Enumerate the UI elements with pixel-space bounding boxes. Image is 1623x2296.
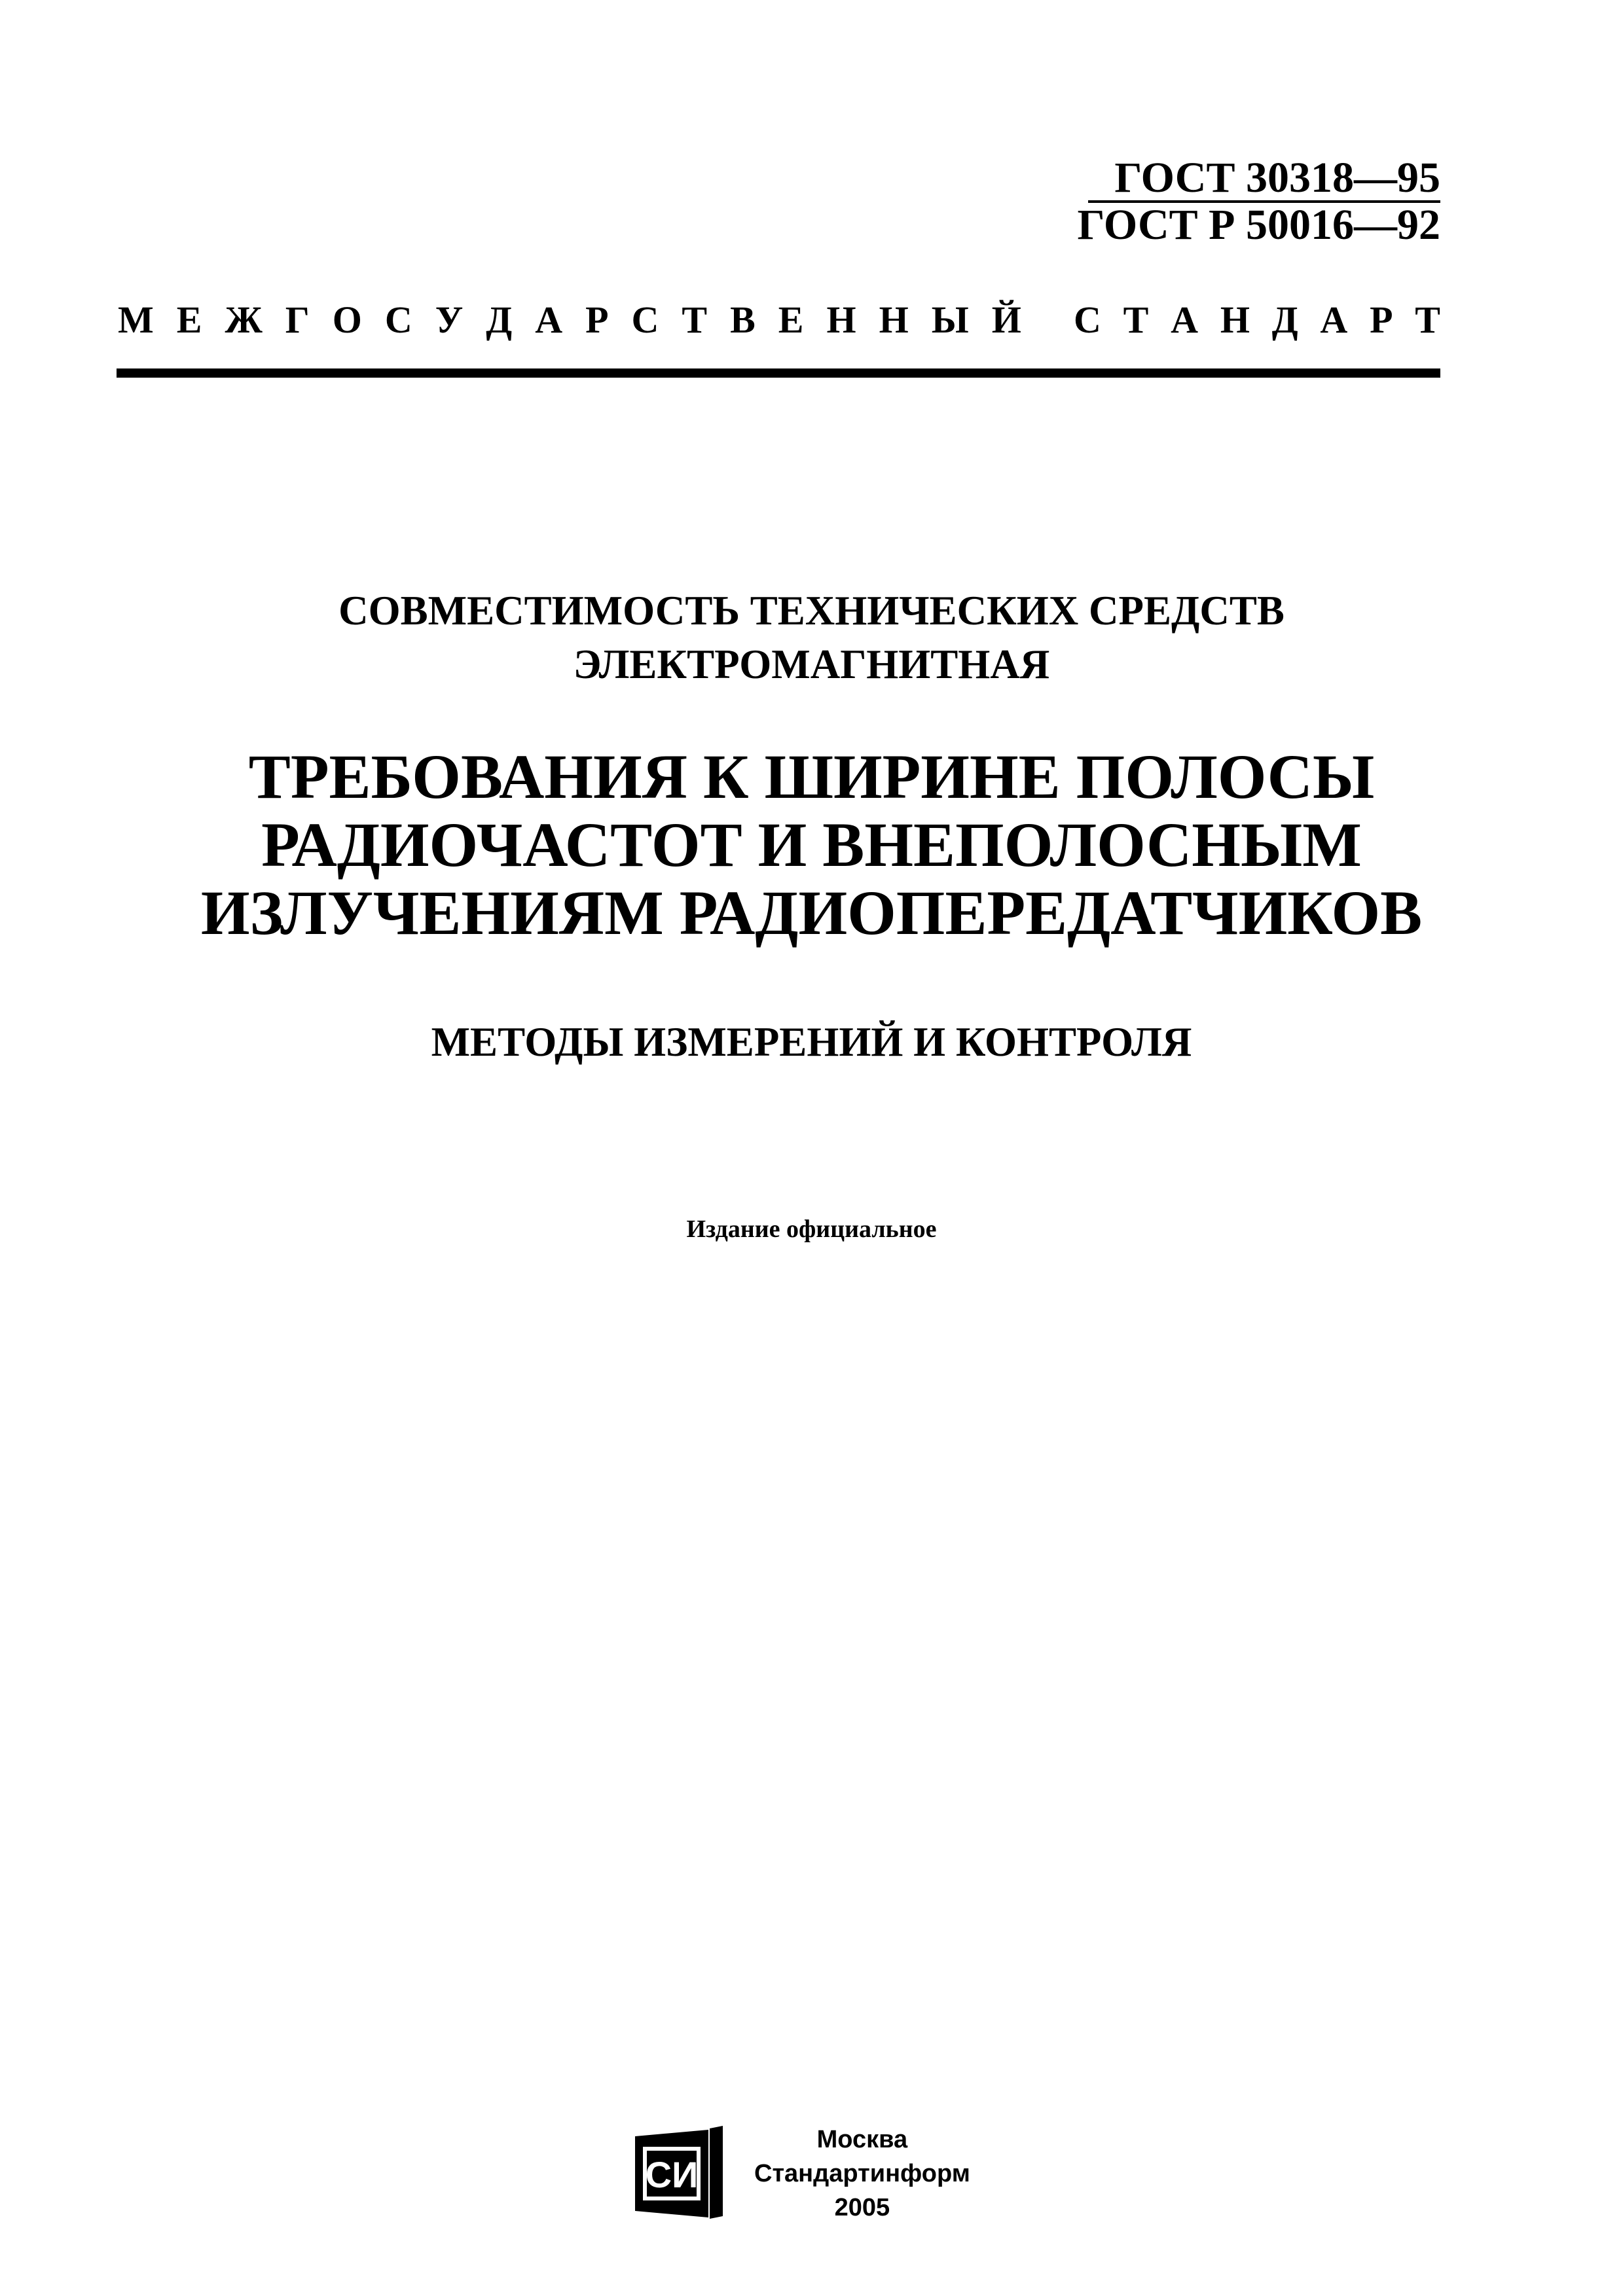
publisher-text bbox=[754, 2123, 970, 2225]
banner-letter: Н bbox=[879, 298, 909, 341]
gost-codes bbox=[1078, 156, 1441, 247]
banner-letter: Т bbox=[682, 298, 708, 341]
title-general-line: ЭЛЕКТРОМАГНИТНАЯ bbox=[573, 641, 1050, 687]
banner-letter: Е bbox=[176, 298, 202, 341]
banner-letter: Д bbox=[486, 298, 513, 341]
title-main-line: РАДИОЧАСТОТ И ВНЕПОЛОСНЫМ bbox=[261, 810, 1362, 880]
publisher-name: Стандартинформ bbox=[754, 2160, 970, 2187]
title-main bbox=[0, 743, 1623, 947]
banner-word-standard bbox=[1074, 298, 1440, 342]
svg-text:СИ: СИ bbox=[645, 2154, 699, 2195]
banner-letter: Ы bbox=[931, 298, 969, 341]
edition-note: Издание официальное bbox=[686, 1215, 937, 1243]
banner-letter: Т bbox=[1123, 298, 1149, 341]
banner-letter: Ж bbox=[225, 298, 263, 341]
banner-letter: Е bbox=[778, 298, 804, 341]
banner-word-interstate bbox=[118, 298, 1021, 342]
banner-letter: Д bbox=[1271, 298, 1298, 341]
header-divider bbox=[117, 368, 1440, 378]
banner-letter: С bbox=[384, 298, 412, 341]
banner-letter: А bbox=[1320, 298, 1348, 341]
title-general-line: СОВМЕСТИМОСТЬ ТЕХНИЧЕСКИХ СРЕДСТВ bbox=[338, 588, 1285, 634]
banner-letter: Т bbox=[1415, 298, 1440, 341]
title-subtitle: МЕТОДЫ ИЗМЕРЕНИЙ И КОНТРОЛЯ bbox=[431, 1019, 1192, 1065]
banner-letter: Р bbox=[585, 298, 609, 341]
banner-letter: А bbox=[1171, 298, 1199, 341]
banner-letter: Р bbox=[1370, 298, 1393, 341]
banner-letter: С bbox=[631, 298, 659, 341]
banner-letter: О bbox=[332, 298, 362, 341]
title-main-line: ТРЕБОВАНИЯ К ШИРИНЕ ПОЛОСЫ bbox=[248, 742, 1375, 812]
banner-letter: В bbox=[730, 298, 756, 341]
banner-letter: С bbox=[1074, 298, 1101, 341]
standartinform-logo-icon bbox=[630, 2125, 728, 2223]
title-general bbox=[0, 584, 1623, 691]
banner-letter: М bbox=[118, 298, 154, 341]
banner-letter: Й bbox=[991, 298, 1021, 341]
banner-letter: Г bbox=[285, 298, 310, 341]
publisher-year: 2005 bbox=[834, 2194, 890, 2221]
title-main-line: ИЗЛУЧЕНИЯМ РАДИОПЕРЕДАТЧИКОВ bbox=[200, 878, 1423, 948]
interstate-standard-banner bbox=[118, 298, 1440, 342]
gost-code-primary: ГОСТ 30318—95 bbox=[1088, 156, 1440, 203]
banner-letter: А bbox=[535, 298, 563, 341]
banner-letter: Н bbox=[826, 298, 856, 341]
banner-letter: У bbox=[435, 298, 464, 341]
gost-code-secondary: ГОСТ Р 50016—92 bbox=[1077, 201, 1440, 249]
publisher-block bbox=[630, 2123, 970, 2225]
publisher-city: Москва bbox=[816, 2126, 908, 2153]
banner-letter: Н bbox=[1220, 298, 1250, 341]
